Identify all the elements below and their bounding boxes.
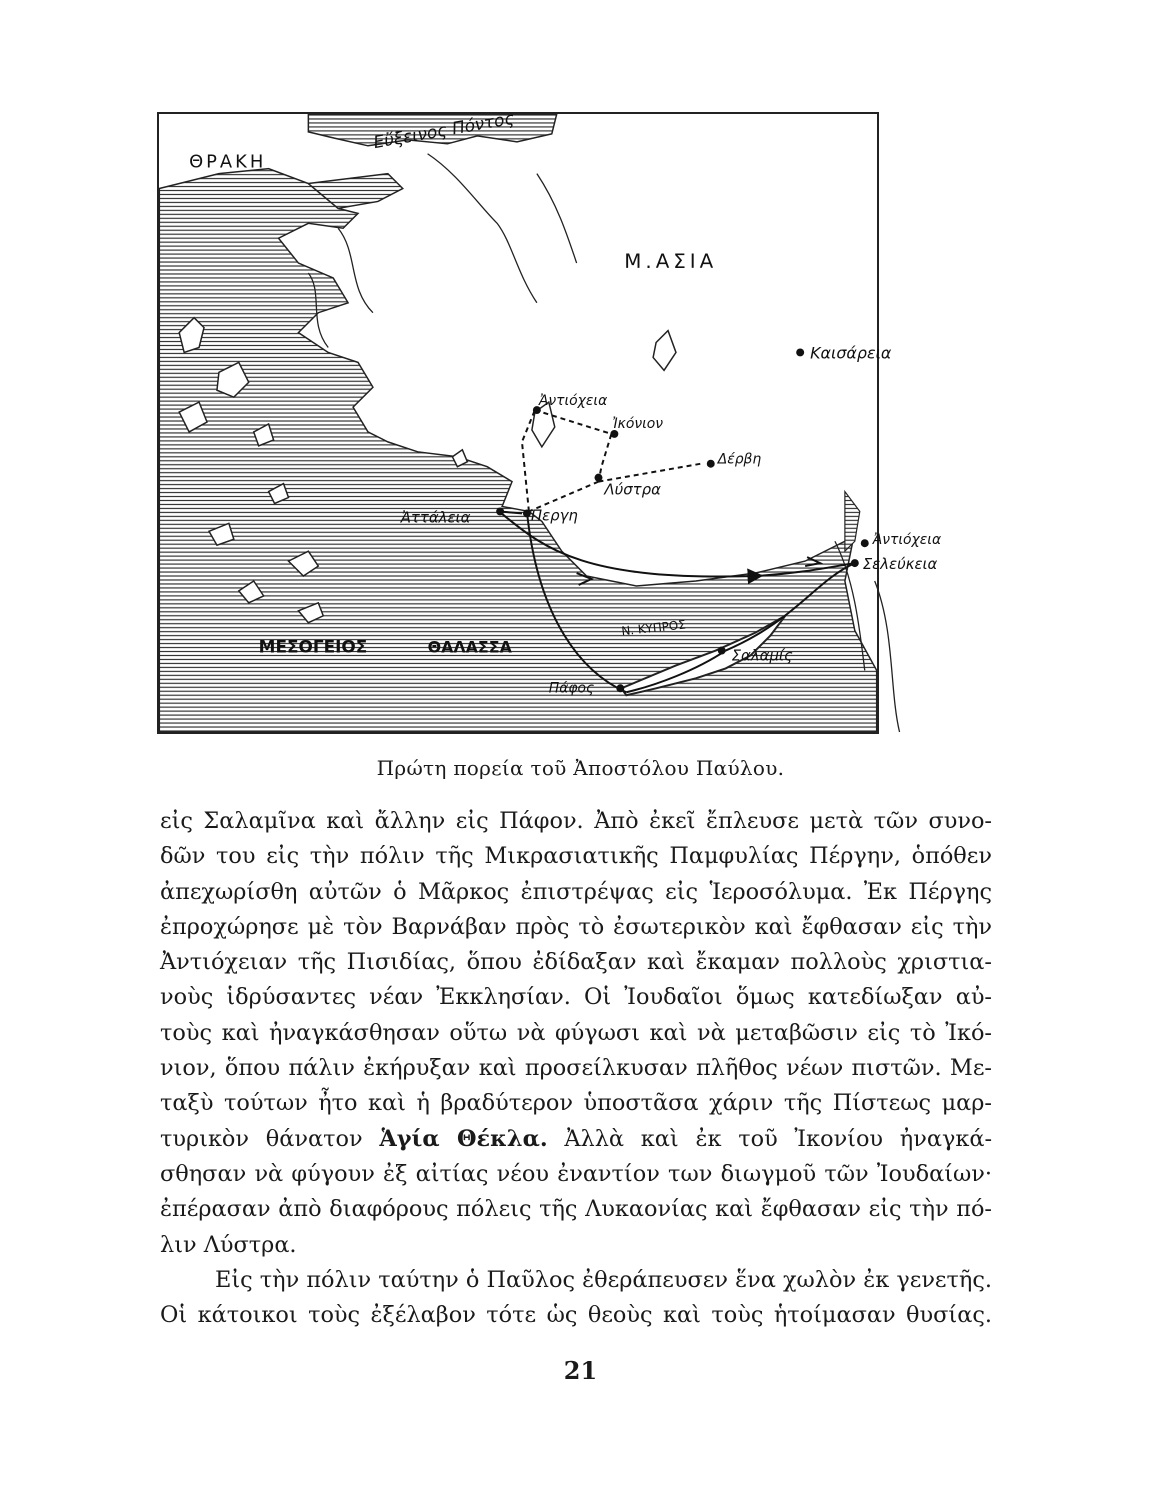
text-line: ἀπεχωρίσθη αὐτῶν ὁ Μᾶρκος ἐπιστρέψας εἰς Ἱεροσόλυμα. Ἐκ Πέργης <box>160 878 992 905</box>
text-fragment: τυρικὸν θάνατον <box>160 1125 380 1152</box>
page-number: 21 <box>563 1356 598 1385</box>
label-perge: Περγη <box>530 506 578 525</box>
text-line: Οἱ κάτοικοι τοὺς ἐξέλαβον τότε ὡς θεοὺς καὶ τοὺς ἡτοίμασαν θυσίας. <box>160 1302 992 1329</box>
levant-sea <box>845 492 860 552</box>
map-svg <box>159 107 942 732</box>
text-line: ταξὺ τούτων ἦτο καὶ ἡ βραδύτερον ὑποστᾶσα χάριν τῆς Πίστεως μαρ- <box>160 1090 992 1117</box>
label-antioch-syria: Ἀντιόχεια <box>872 532 942 549</box>
attalia-dot <box>496 507 504 515</box>
text-line: ἐπροχώρησε μὲ τὸν Βαρνάβαν πρὸς τὸ ἐσωτερικὸν καὶ ἔφθασαν εἰς τὴν <box>160 913 992 940</box>
text-line: νοὺς ἱδρύσαντες νέαν Ἐκκλησίαν. Οἱ Ἰουδαῖοι ὅμως κατεδίωξαν αὐ- <box>160 984 992 1011</box>
derbe-dot <box>707 460 715 468</box>
body-text <box>160 804 992 1333</box>
lystra-dot <box>595 474 603 482</box>
label-derbe: Δέρβη <box>717 451 762 468</box>
text-line: δῶν του εἰς τὴν πόλιν τῆς Μικρασιατικῆς Παμφυλίας Πέργην, ὁπόθεν <box>160 843 992 870</box>
label-salamis: Σαλαμίς <box>731 646 793 665</box>
label-attalia: Ἀττάλεια <box>400 508 471 527</box>
label-caesarea: Καισάρεια <box>810 343 892 363</box>
text-line-with-emphasis <box>160 1122 992 1157</box>
text-line: ἐπέρασαν ἀπὸ διαφόρους πόλεις τῆς Λυκαονίας καὶ ἔφθασαν εἰς τὴν πό- <box>160 1196 992 1223</box>
label-paphos: Πάφος <box>548 680 595 697</box>
label-iconium: Ἰκόνιον <box>612 415 664 432</box>
salamis-dot <box>718 647 726 655</box>
label-cyprus: Ν. ΚΥΠΡΟΣ <box>620 617 687 639</box>
text-line: λιν Λύστρα. <box>160 1231 297 1258</box>
label-euxine: Εὔξεινος Πόντος <box>371 107 516 153</box>
text-line: εἰς Σαλαμῖνα καὶ ἄλλην εἰς Πάφον. Ἀπὸ ἐκεῖ ἔπλευσε μετὰ τῶν συνο- <box>160 808 992 834</box>
label-seleucia: Σελεύκεια <box>862 555 938 574</box>
text-line: Εἰς τὴν πόλιν ταύτην ὁ Παῦλος ἐθεράπευσεν ἕνα χωλὸν ἐκ γενετῆς. <box>215 1266 992 1293</box>
text-fragment: Ἀλλὰ καὶ ἐκ τοῦ Ἰκονίου ἠναγκά- <box>547 1125 993 1152</box>
map-figure <box>157 107 942 734</box>
text-line: Ἀντιόχειαν τῆς Πισιδίας, ὅπου ἐδίδαξαν καὶ ἔκαμαν πολλοὺς χριστια- <box>160 949 992 976</box>
seleucia-dot <box>851 559 859 567</box>
label-mediterranean-2: ΘΑΛΑΣΣΑ <box>427 637 512 657</box>
map-caption: Πρώτη πορεία τοῦ Ἀποστόλου Παύλου. <box>376 756 785 780</box>
label-mediterranean-1: ΜΕΣΟΓΕΙΟΣ <box>258 636 368 657</box>
saint-thecla-emphasis: Ἁγία Θέκλα. <box>379 1125 548 1152</box>
label-lystra: Λύστρα <box>604 480 661 499</box>
label-thrace: ΘΡΑΚΗ <box>189 151 267 173</box>
text-line: σθησαν νὰ φύγουν ἐξ αἰτίας νέου ἐναντίον των διωγμοῦ τῶν Ἰουδαίων· <box>160 1160 992 1187</box>
paphos-dot <box>616 684 624 692</box>
text-line: τοὺς καὶ ἠναγκάσθησαν οὕτω νὰ φύγωσι καὶ νὰ μεταβῶσιν εἰς τὸ Ἰκό- <box>160 1019 992 1046</box>
label-asia-minor: Μ.ΑΣΙΑ <box>624 250 718 274</box>
caesarea-dot <box>796 348 804 356</box>
text-line: νιον, ὅπου πάλιν ἐκήρυξαν καὶ προσείλκυσαν πλῆθος νέων πιστῶν. Με- <box>160 1055 992 1082</box>
label-antioch-pisidia: Ἀντιόχεια <box>538 393 608 410</box>
perge-dot <box>523 509 531 517</box>
antioch-syria-dot <box>861 539 869 547</box>
